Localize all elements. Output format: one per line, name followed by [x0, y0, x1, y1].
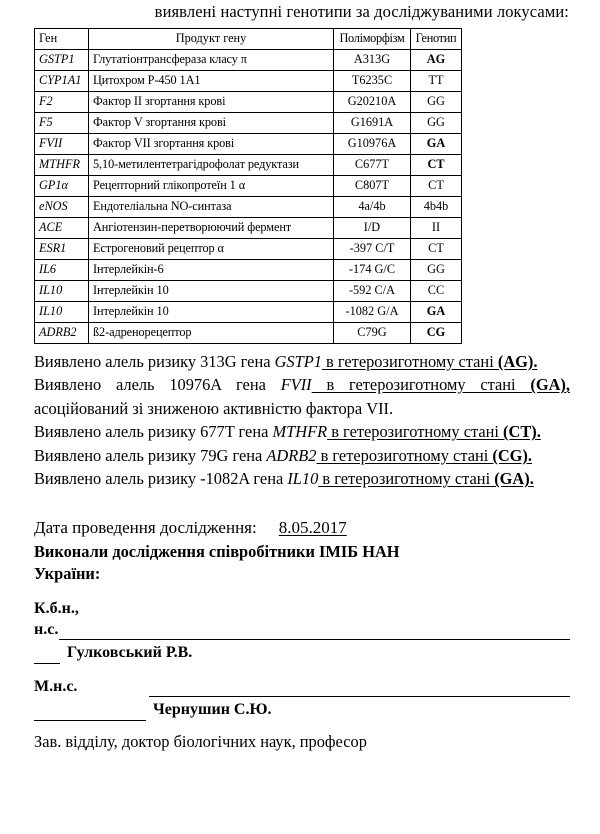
- signature-rule-2[interactable]: [149, 682, 570, 697]
- finding-gene: GSTP1: [274, 351, 322, 371]
- cell-genotype: AG: [411, 49, 462, 70]
- cell-product: Цитохром Р-450 1А1: [89, 70, 334, 91]
- table-row: [35, 154, 462, 175]
- cell-product: Фактор VII згортання крові: [89, 133, 334, 154]
- cell-gene: eNOS: [35, 196, 89, 217]
- cell-polymorphism: -592 C/A: [334, 280, 411, 301]
- finding-state: [316, 446, 532, 465]
- finding-state-text: в гетерозиготному стані: [316, 445, 493, 465]
- finding-paragraph: [34, 350, 570, 374]
- cell-polymorphism: -1082 G/A: [334, 301, 411, 322]
- cell-gene: GP1α: [35, 175, 89, 196]
- cell-polymorphism: A313G: [334, 49, 411, 70]
- cell-product: Фактор V згортання крові: [89, 112, 334, 133]
- intro-line: виявлені наступні генотипи за досліджуваними локусами:: [154, 2, 569, 21]
- cell-genotype: CT: [411, 238, 462, 259]
- cell-genotype: TT: [411, 70, 462, 91]
- table-row: [35, 112, 462, 133]
- findings-list: [34, 350, 570, 491]
- genotype-table: [34, 28, 462, 344]
- cell-product: Інтерлейкін 10: [89, 280, 334, 301]
- table-row: [35, 133, 462, 154]
- finding-state: [322, 352, 538, 371]
- cell-genotype: CC: [411, 280, 462, 301]
- cell-gene: F5: [35, 112, 89, 133]
- cell-polymorphism: C79G: [334, 322, 411, 343]
- cell-genotype: GA: [411, 133, 462, 154]
- cell-polymorphism: -174 G/C: [334, 259, 411, 280]
- table-row: [35, 301, 462, 322]
- finding-state-text: в гетерозиготному стані: [321, 351, 498, 371]
- cell-gene: MTHFR: [35, 154, 89, 175]
- cell-gene: IL6: [35, 259, 89, 280]
- cell-genotype: GG: [411, 91, 462, 112]
- signature-rule-1[interactable]: [59, 626, 570, 640]
- cell-polymorphism: I/D: [334, 217, 411, 238]
- signature-role-1: н.с.: [34, 620, 59, 638]
- genotype-table-body: [35, 49, 462, 343]
- cell-product: Глутатіонтрансфераза класу π: [89, 49, 334, 70]
- cell-product: Фактор II згортання крові: [89, 91, 334, 112]
- cell-polymorphism: -397 C/T: [334, 238, 411, 259]
- cell-genotype: CT: [411, 175, 462, 196]
- finding-gene: ADRB2: [266, 445, 317, 465]
- cell-polymorphism: C677T: [334, 154, 411, 175]
- cell-product: 5,10-метилентетрагідрофолат редуктази: [89, 154, 334, 175]
- finding-prefix: Виявлено алель ризику 677T гена: [34, 422, 273, 441]
- cell-polymorphism: G1691A: [334, 112, 411, 133]
- finding-prefix: Виявлено алель 10976A гена: [34, 375, 281, 394]
- cell-gene: FVII: [35, 133, 89, 154]
- cell-polymorphism: G10976A: [334, 133, 411, 154]
- cell-genotype: II: [411, 217, 462, 238]
- finding-state-text: в гетерозиготному стані: [318, 469, 495, 488]
- column-header-polymorphism: Поліморфізм: [334, 28, 411, 49]
- finding-genotype: (CT): [503, 422, 537, 441]
- column-header-gene: Ген: [35, 28, 89, 49]
- cell-gene: F2: [35, 91, 89, 112]
- signature-stub-rule-2: [34, 707, 146, 721]
- finding-state-text: в гетерозиготному стані: [327, 422, 504, 441]
- finding-terminator: .: [533, 351, 538, 371]
- cell-polymorphism: T6235C: [334, 70, 411, 91]
- cell-product: Інтерлейкін-6: [89, 259, 334, 280]
- study-date-row: [34, 516, 570, 540]
- finding-state: [327, 422, 541, 441]
- column-header-genotype: Генотип: [411, 28, 462, 49]
- finding-state: [318, 469, 534, 488]
- cell-gene: IL10: [35, 301, 89, 322]
- cell-genotype: GG: [411, 112, 462, 133]
- signature-block-1: [34, 598, 570, 664]
- cell-genotype: GA: [411, 301, 462, 322]
- signature-degree-1: К.б.н.,: [34, 599, 79, 617]
- signature-name-1: Гулковський Р.В.: [67, 643, 193, 661]
- signature-role-2: М.н.с.: [34, 677, 78, 695]
- finding-gene: IL10: [287, 469, 319, 488]
- cell-gene: GSTP1: [35, 49, 89, 70]
- finding-prefix: Виявлено алель ризику 313G гена: [34, 351, 275, 371]
- performers-heading: Виконали дослідження співробітники ІМІБ НАН України:: [34, 541, 400, 583]
- cell-gene: ADRB2: [35, 322, 89, 343]
- cell-gene: ACE: [35, 217, 89, 238]
- cell-product: Рецепторний глікопротеїн 1 α: [89, 175, 334, 196]
- table-row: [35, 196, 462, 217]
- study-date-label: Дата проведення дослідження:: [34, 517, 257, 537]
- signature-stub-rule-1: [34, 650, 60, 664]
- table-header-row: [35, 28, 462, 49]
- finding-suffix: асоційований зі зниженою активністю фактора VII.: [34, 398, 394, 418]
- footer-role-line: Зав. відділу, доктор біологічних наук, професор: [34, 731, 367, 751]
- finding-paragraph: [34, 373, 570, 420]
- finding-paragraph: [34, 467, 570, 491]
- cell-polymorphism: C807T: [334, 175, 411, 196]
- table-row: [35, 49, 462, 70]
- table-row: [35, 217, 462, 238]
- finding-gene: MTHFR: [272, 422, 328, 441]
- cell-gene: ESR1: [35, 238, 89, 259]
- table-row: [35, 322, 462, 343]
- cell-polymorphism: 4a/4b: [334, 196, 411, 217]
- cell-product: Ангіотензин-перетворюючий фермент: [89, 217, 334, 238]
- column-header-product: Продукт гену: [89, 28, 334, 49]
- finding-state: [312, 375, 570, 394]
- table-row: [35, 70, 462, 91]
- study-date-value: 8.05.2017: [278, 517, 347, 537]
- finding-genotype: (GA): [530, 375, 566, 394]
- cell-genotype: CT: [411, 154, 462, 175]
- cell-product: Інтерлейкін 10: [89, 301, 334, 322]
- finding-paragraph: [34, 420, 570, 444]
- finding-terminator: .: [529, 469, 534, 488]
- table-row: [35, 259, 462, 280]
- finding-genotype: (CG): [492, 445, 528, 465]
- cell-genotype: GG: [411, 259, 462, 280]
- finding-prefix: Виявлено алель ризику -1082A гена: [34, 469, 288, 488]
- finding-terminator: .: [536, 422, 541, 441]
- cell-genotype: CG: [411, 322, 462, 343]
- finding-terminator: ,: [565, 375, 571, 394]
- finding-gene: FVII: [280, 375, 312, 394]
- table-row: [35, 238, 462, 259]
- table-row: [35, 280, 462, 301]
- finding-terminator: .: [527, 445, 533, 465]
- finding-paragraph: [34, 444, 570, 468]
- finding-prefix: Виявлено алель ризику 79G гена: [34, 445, 267, 465]
- cell-product: Ендотеліальна NO-синтаза: [89, 196, 334, 217]
- cell-product: Естрогеновий рецептор α: [89, 238, 334, 259]
- finding-genotype: (AG): [497, 351, 534, 371]
- cell-polymorphism: G20210A: [334, 91, 411, 112]
- signature-name-2: Чернушин С.Ю.: [153, 700, 272, 718]
- finding-genotype: (GA): [494, 469, 530, 488]
- cell-genotype: 4b4b: [411, 196, 462, 217]
- finding-state-text: в гетерозиготному стані: [311, 375, 531, 394]
- cell-gene: IL10: [35, 280, 89, 301]
- cell-product: ß2-адренорецептор: [89, 322, 334, 343]
- table-row: [35, 91, 462, 112]
- cell-gene: CYP1A1: [35, 70, 89, 91]
- signature-block-2: [34, 676, 570, 721]
- table-row: [35, 175, 462, 196]
